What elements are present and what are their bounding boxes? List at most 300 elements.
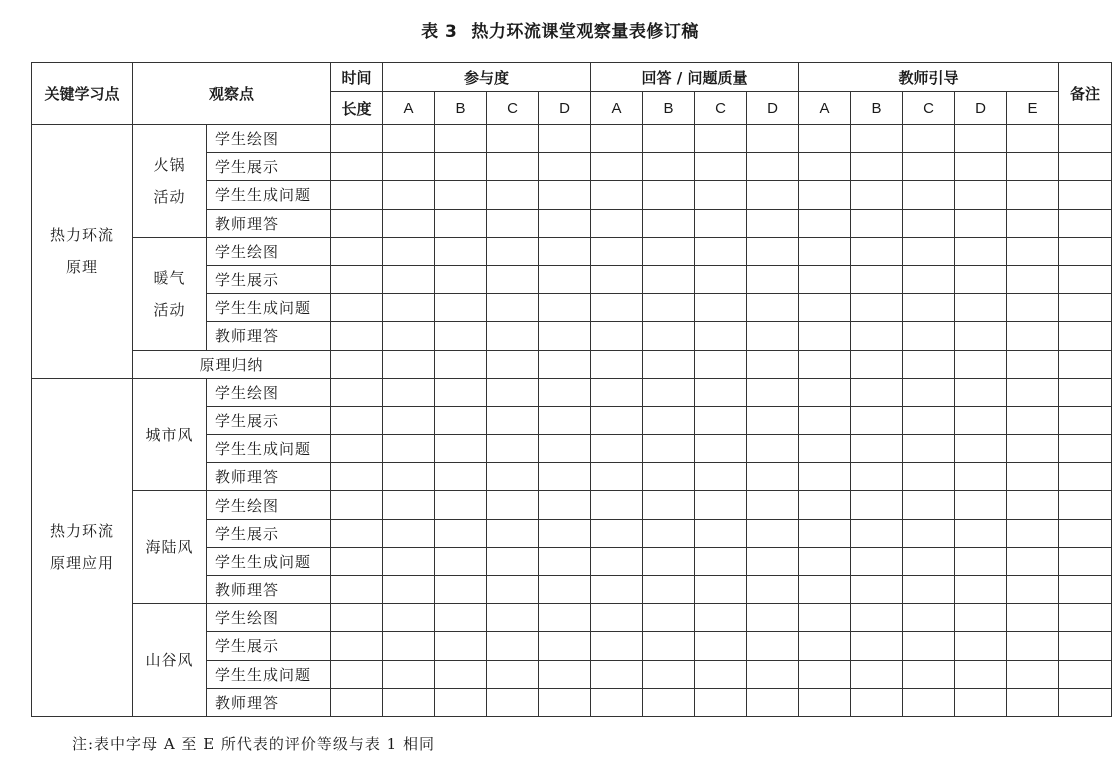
rating-cell [487,604,539,632]
rating-cell [383,660,435,688]
rating-cell [487,294,539,322]
rating-cell [435,688,487,716]
rating-cell [799,350,851,378]
observation-item: 学生展示 [207,153,331,181]
rating-cell [1059,632,1112,660]
rating-cell [383,435,435,463]
grade-participation-b: B [435,92,487,125]
rating-cell [799,265,851,293]
rating-cell [799,491,851,519]
rating-cell [539,125,591,153]
rating-cell [539,463,591,491]
rating-cell [851,125,903,153]
table-number: 表 3 [421,22,458,42]
rating-cell [903,632,955,660]
rating-cell [643,435,695,463]
rating-cell [539,265,591,293]
rating-cell [539,519,591,547]
rating-cell [851,322,903,350]
rating-cell [1059,378,1112,406]
rating-cell [383,576,435,604]
rating-cell [695,294,747,322]
rating-cell [747,435,799,463]
rating-cell [591,688,643,716]
rating-cell [539,181,591,209]
rating-cell [487,435,539,463]
rating-cell [851,604,903,632]
rating-cell [799,378,851,406]
rating-cell [591,632,643,660]
observation-item: 教师理答 [207,463,331,491]
footnote: 注:表中字母 A 至 E 所代表的评价等级与表 1 相同 [72,735,435,753]
rating-cell [1007,265,1059,293]
rating-cell [955,463,1007,491]
rating-cell [591,322,643,350]
table-title-text: 热力环流课堂观察量表修订稿 [471,22,699,42]
rating-cell [591,125,643,153]
rating-cell [1007,350,1059,378]
rating-cell [1059,294,1112,322]
rating-cell [1007,237,1059,265]
rating-cell [1007,406,1059,434]
observation-item: 教师理答 [207,322,331,350]
header-participation: 参与度 [383,63,591,92]
rating-cell [487,350,539,378]
rating-cell [435,265,487,293]
rating-cell [643,209,695,237]
rating-cell [851,547,903,575]
rating-cell [331,435,383,463]
rating-cell [955,322,1007,350]
grade-participation-a: A [383,92,435,125]
rating-cell [799,406,851,434]
rating-cell [487,406,539,434]
rating-cell [539,153,591,181]
rating-cell [487,660,539,688]
rating-cell [383,181,435,209]
rating-cell [747,322,799,350]
rating-cell [955,237,1007,265]
rating-cell [435,378,487,406]
rating-cell [643,406,695,434]
rating-cell [331,209,383,237]
rating-cell [487,576,539,604]
activity-line1: 城市风 [145,425,194,444]
rating-cell [331,406,383,434]
rating-cell [903,491,955,519]
rating-cell [539,378,591,406]
rating-cell [383,125,435,153]
rating-cell [1059,237,1112,265]
rating-cell [1059,576,1112,604]
rating-cell [591,660,643,688]
rating-cell [435,604,487,632]
rating-cell [903,350,955,378]
rating-cell [487,265,539,293]
rating-cell [903,209,955,237]
rating-cell [331,322,383,350]
rating-cell [435,463,487,491]
rating-cell [383,688,435,716]
rating-cell [539,660,591,688]
rating-cell [1007,153,1059,181]
rating-cell [331,237,383,265]
observation-item: 学生展示 [207,406,331,434]
rating-cell [799,660,851,688]
rating-cell [539,547,591,575]
rating-cell [903,519,955,547]
rating-cell [643,237,695,265]
rating-cell [1007,576,1059,604]
rating-cell [1007,688,1059,716]
rating-cell [903,125,955,153]
table-row [32,491,1112,519]
rating-cell [331,378,383,406]
rating-cell [487,519,539,547]
grade-answer-b: B [643,92,695,125]
rating-cell [695,660,747,688]
rating-cell [331,181,383,209]
observation-table [31,62,1112,717]
activity-line1: 火锅 [153,155,186,174]
rating-cell [1059,604,1112,632]
rating-cell [591,209,643,237]
rating-cell [383,632,435,660]
rating-cell [435,660,487,688]
rating-cell [643,125,695,153]
rating-cell [435,125,487,153]
rating-cell [435,632,487,660]
rating-cell [539,322,591,350]
rating-cell [903,322,955,350]
rating-cell [435,576,487,604]
rating-cell [435,322,487,350]
rating-cell [955,688,1007,716]
table-row [32,125,1112,153]
rating-cell [903,294,955,322]
rating-cell [643,265,695,293]
rating-cell [799,519,851,547]
rating-cell [695,632,747,660]
rating-cell [1059,491,1112,519]
rating-cell [1007,660,1059,688]
rating-cell [851,209,903,237]
rating-cell [799,322,851,350]
observation-item: 教师理答 [207,576,331,604]
rating-cell [747,350,799,378]
rating-cell [383,378,435,406]
rating-cell [487,632,539,660]
rating-cell [747,604,799,632]
rating-cell [539,406,591,434]
rating-cell [1059,688,1112,716]
rating-cell [643,322,695,350]
rating-cell [435,294,487,322]
rating-cell [903,576,955,604]
rating-cell [1059,406,1112,434]
grade-teacher-d: D [955,92,1007,125]
rating-cell [383,604,435,632]
rating-cell [1059,322,1112,350]
rating-cell [1007,491,1059,519]
rating-cell [955,350,1007,378]
rating-cell [1059,547,1112,575]
table-title [0,18,1120,46]
grade-teacher-e: E [1007,92,1059,125]
rating-cell [903,463,955,491]
rating-cell [851,576,903,604]
rating-cell [747,406,799,434]
rating-cell [643,378,695,406]
rating-cell [487,463,539,491]
rating-cell [799,688,851,716]
rating-cell [747,576,799,604]
rating-cell [955,632,1007,660]
observation-item: 学生展示 [207,632,331,660]
rating-cell [799,632,851,660]
rating-cell [331,632,383,660]
grade-participation-c: C [487,92,539,125]
rating-cell [695,688,747,716]
rating-cell [799,294,851,322]
observation-item: 学生生成问题 [207,181,331,209]
rating-cell [799,463,851,491]
rating-cell [903,688,955,716]
rating-cell [487,153,539,181]
rating-cell [1007,181,1059,209]
rating-cell [851,463,903,491]
rating-cell [851,688,903,716]
rating-cell [747,181,799,209]
rating-cell [435,350,487,378]
rating-cell [643,350,695,378]
rating-cell [695,350,747,378]
summary-cell: 原理归纳 [133,350,331,378]
key-point-line2: 原理应用 [49,554,114,573]
rating-cell [1007,435,1059,463]
rating-cell [851,660,903,688]
rating-cell [851,265,903,293]
rating-cell [591,181,643,209]
rating-cell [955,209,1007,237]
rating-cell [747,378,799,406]
rating-cell [591,378,643,406]
activity-group-cell [133,604,207,717]
rating-cell [903,406,955,434]
activity-group-cell [133,491,207,604]
rating-cell [695,406,747,434]
rating-cell [747,519,799,547]
table-row [32,350,1112,378]
rating-cell [955,547,1007,575]
grade-answer-a: A [591,92,643,125]
rating-cell [1007,632,1059,660]
key-point-line2: 原理 [65,258,98,277]
rating-cell [539,435,591,463]
rating-cell [1007,209,1059,237]
rating-cell [799,576,851,604]
rating-cell [851,153,903,181]
key-point-line1: 热力环流 [49,226,114,245]
rating-cell [331,125,383,153]
rating-cell [955,435,1007,463]
rating-cell [799,435,851,463]
rating-cell [799,547,851,575]
rating-cell [695,604,747,632]
rating-cell [435,519,487,547]
rating-cell [747,265,799,293]
rating-cell [331,519,383,547]
rating-cell [487,547,539,575]
activity-line1: 山谷风 [145,651,194,670]
grade-teacher-a: A [799,92,851,125]
rating-cell [695,519,747,547]
rating-cell [1059,519,1112,547]
header-answer-quality: 回答 / 问题质量 [591,63,799,92]
rating-cell [331,660,383,688]
rating-cell [591,265,643,293]
observation-item: 学生生成问题 [207,660,331,688]
rating-cell [1007,604,1059,632]
rating-cell [851,491,903,519]
rating-cell [851,181,903,209]
rating-cell [539,237,591,265]
rating-cell [487,378,539,406]
rating-cell [435,237,487,265]
rating-cell [435,491,487,519]
observation-item: 学生绘图 [207,237,331,265]
rating-cell [643,547,695,575]
rating-cell [539,491,591,519]
activity-group-cell [133,237,207,350]
rating-cell [591,547,643,575]
rating-cell [851,237,903,265]
rating-cell [695,237,747,265]
rating-cell [903,153,955,181]
rating-cell [383,406,435,434]
rating-cell [955,181,1007,209]
table-row [32,378,1112,406]
rating-cell [591,294,643,322]
rating-cell [591,406,643,434]
table-row [32,237,1112,265]
rating-cell [1059,660,1112,688]
rating-cell [643,604,695,632]
rating-cell [955,576,1007,604]
rating-cell [331,688,383,716]
rating-cell [591,491,643,519]
rating-cell [331,463,383,491]
rating-cell [747,688,799,716]
rating-cell [331,547,383,575]
rating-cell [747,547,799,575]
rating-cell [487,688,539,716]
key-point-cell [32,125,133,379]
rating-cell [331,350,383,378]
key-point-cell [32,378,133,716]
rating-cell [643,688,695,716]
rating-cell [643,181,695,209]
rating-cell [383,350,435,378]
rating-cell [1007,322,1059,350]
observation-item: 学生展示 [207,519,331,547]
activity-group-cell [133,125,207,238]
rating-cell [747,491,799,519]
rating-cell [331,153,383,181]
rating-cell [955,406,1007,434]
header-time-line1: 时间 [331,63,383,92]
rating-cell [799,125,851,153]
observation-item: 教师理答 [207,688,331,716]
header-teacher-guidance: 教师引导 [799,63,1059,92]
rating-cell [1059,463,1112,491]
rating-cell [487,237,539,265]
header-remarks: 备注 [1059,63,1112,125]
observation-item: 学生绘图 [207,604,331,632]
rating-cell [643,491,695,519]
rating-cell [1007,125,1059,153]
table-row [32,604,1112,632]
rating-cell [799,209,851,237]
rating-cell [955,519,1007,547]
observation-item: 学生绘图 [207,491,331,519]
activity-group-cell [133,378,207,491]
observation-item: 学生绘图 [207,378,331,406]
rating-cell [799,237,851,265]
rating-cell [383,463,435,491]
rating-cell [487,181,539,209]
rating-cell [747,660,799,688]
rating-cell [903,435,955,463]
rating-cell [1007,378,1059,406]
rating-cell [695,491,747,519]
rating-cell [747,125,799,153]
rating-cell [539,294,591,322]
grade-answer-d: D [747,92,799,125]
rating-cell [383,153,435,181]
rating-cell [903,181,955,209]
rating-cell [1007,294,1059,322]
rating-cell [435,547,487,575]
rating-cell [903,604,955,632]
rating-cell [383,519,435,547]
observation-item: 学生绘图 [207,125,331,153]
rating-cell [435,406,487,434]
rating-cell [331,491,383,519]
header-time-line2: 长度 [331,92,383,125]
rating-cell [383,265,435,293]
rating-cell [903,547,955,575]
rating-cell [643,519,695,547]
rating-cell [383,547,435,575]
rating-cell [591,576,643,604]
rating-cell [591,435,643,463]
header-observation-point: 观察点 [133,63,331,125]
rating-cell [643,153,695,181]
rating-cell [1059,350,1112,378]
rating-cell [643,463,695,491]
activity-line2: 活动 [153,187,186,206]
rating-cell [383,322,435,350]
rating-cell [903,265,955,293]
rating-cell [695,378,747,406]
rating-cell [331,265,383,293]
rating-cell [539,632,591,660]
rating-cell [851,632,903,660]
rating-cell [851,435,903,463]
rating-cell [539,576,591,604]
rating-cell [851,378,903,406]
